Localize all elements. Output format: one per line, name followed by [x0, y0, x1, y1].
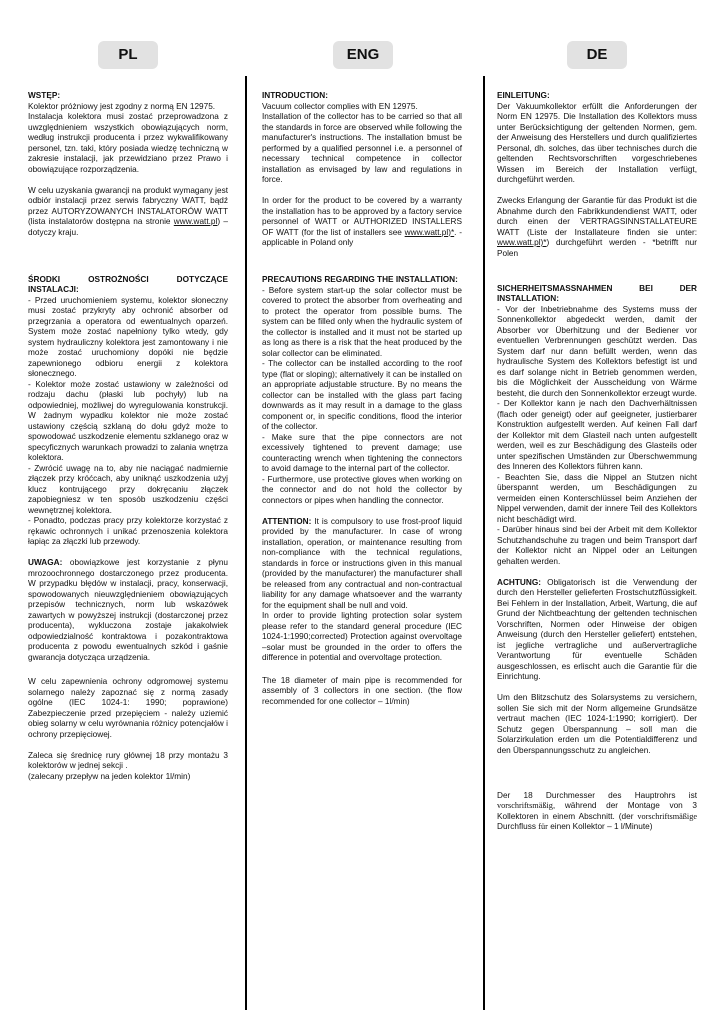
eng-watt-link[interactable]: www.watt.pl)* — [404, 227, 455, 237]
de-safety-heading: SICHERHEITSMASSNAHMEN BEI DER INSTALLATION: — [497, 283, 697, 303]
eng-precautions-text: - Before system start-up the solar collector must be covered to protect the absorber from overheating and to protect the operator from possible burns. The system can be filled only when the hydraulic system of the collector is installed and it must not be started up as long as there is a risk that the heat produced by the solar collector can be eliminated. - The collector can be installed according to the roof type (flat or sloping); alternatively it can be installed on an appropriate adjustable structure. By no means the collector can be installed with the glass part facing downwards as it may result in a damage to the glass component or, in specific conditions, flood the interior of the collector. - Make sure that the pipe connectors are not excessively tightened to prevent damage; use counteracting wrench when tightening the connectors to avoid damage to the internal part of the collector. - Furthermore, use protective gloves when working on the connector and do not hold the collector by connectors or pipes when handling the connector. — [262, 285, 462, 505]
pl-warranty-text: W celu uzyskania gwarancji na produkt wymagany jest odbiór instalacji przez serwis fabryczny WATT, bądź przez AUTORYZOWANYCH INSTALATORÓW WATT (lista instalatorów dostępna na stronie — [28, 185, 228, 226]
eng-warranty-suffix: . - applicable in Poland only — [262, 227, 462, 247]
tab-de: DE — [567, 41, 627, 69]
de-attention-label: ACHTUNG: — [497, 577, 541, 587]
pl-intro-text: Kolektor próżniowy jest zgodny z normą EN 12975. Instalacja kolektora musi zostać przeprowadzona z uwzględnieniem wszystkich obowiązujących norm, według instrukcji producenta i przez wykwalifikowany personel, tzn. taki, który posiada wiedzę techniczną w zakresie instalacji, jak przewidziano przez Prawo i obowiązujące rozporządzenia. — [28, 101, 228, 174]
de-diameter-a: Der 18 Durchmesser des Hauptrohrs ist — [497, 790, 697, 800]
eng-precautions-heading: PRECAUTIONS REGARDING THE INSTALLATION: — [262, 275, 458, 284]
eng-intro-text: Vacuum collector complies with EN 12975. Installation of the collector has to be carried so that all the standards in force are observed while following the manufacturer's instructions. The installation bmust be performed by a qualified personnel i.e. a personnel of necessary technical competence in collector installation as envisaged by law and regulations in force. — [262, 101, 462, 184]
pl-warranty — [28, 186, 228, 239]
eng-intro-heading: INTRODUCTION: — [262, 91, 328, 100]
pl-safety-heading: ŚRODKI OSTROŻNOŚCI DOTYCZĄCE INSTALACJI: — [28, 274, 228, 294]
de-diameter-d: vorschriftsmäßige — [637, 811, 697, 821]
de-intro-heading: EINLEITUNG: — [497, 91, 550, 100]
pl-safety-text: - Przed uruchomieniem systemu, kolektor słoneczny musi zostać przykryty aby ochronić absorber od przegrzania a operatora od ewentualnych oparzeń. System może zostać napełniony tylko wtedy, gdy system hydrauliczny kolektora jest zamontowany i nie może zostać uruchomiony dopóki nie będzie zapewnionego odbioru energii z kolektora słonecznego. - Kolektor może zostać ustawiony w zależności od rodzaju dachu (płaski lub pochyły) lub na odpowiedniej, możliwej do wyregulowania konstrukcji. W żadnym wypadku kolektor nie może zostać ustawiony częścią szklaną do dołu gdyż może to spowodować uszkodzenie elementu szklanego oraz w specyficznych warunkach prowadzi to zalania wnętrza kolektora. - Zwrócić uwagę na to, aby nie naciągać nadmiernie złączek przy króćcach, aby uniknąć uszkodzenia użyj klucz kontrującego przy dokręcaniu złączek zapobiegniesz w ten sposób uszkodzeniu części wewnętrznej kolektora. - Ponadto, podczas pracy przy kolektorze korzystać z rękawic ochronnych i unikać przenoszenia kolektora łapiąc za złączki lub przewody. — [28, 295, 228, 546]
de-diameter-e: Durchfluss — [497, 822, 536, 831]
de-diameter-f: für — [538, 822, 548, 831]
tab-eng: ENG — [333, 41, 393, 69]
pl-lightning-text: W celu zapewnienia ochrony odgromowej systemu solarnego należy zapoznać się z normą zasady ogólne (IEC 1024-1: 1990; poprawione) Zabezpieczenie przed przepięciem - należy uziemić obieg solarny w celu wyrównania różnicy potencjałów i ochrony przepięciowej. — [28, 677, 228, 739]
de-diameter-text — [497, 791, 697, 833]
de-diameter-g: einen Kollektor – 1 l/Minute) — [550, 822, 653, 831]
eng-warranty-text: In order for the product to be covered by a warranty the installation has to be approved by a factory service personnel of WATT or AUTHORIZED INSTALLERS OF WATT (for the list of installers see — [262, 196, 462, 237]
tab-pl: PL — [98, 41, 158, 69]
pl-attention-label: UWAGA: — [28, 558, 63, 567]
pl-intro-heading: WSTĘP: — [28, 91, 61, 100]
column-divider-left — [245, 76, 247, 1010]
pl-attention — [28, 558, 228, 663]
de-warranty — [497, 196, 697, 259]
de-intro-text: Der Vakuumkollektor erfüllt die Anforderungen der Norm EN 12975. Die Installation des Kollektors muss unter Berücksichtigung der geltenden Normen, gem. der Anweisung des Herstellers und durch qualifiziertes Personal, dh. solches, das über technisches durch die geltenden Rechtsvorschriften vorgeschriebenes Wissen im Bereich der Installation verfügt, durchgeführt werden. — [497, 101, 697, 184]
de-attention — [497, 578, 697, 683]
eng-attention — [262, 517, 462, 664]
column-eng — [262, 91, 462, 718]
de-warranty-text: Zwecks Erlangung der Garantie für das Produkt ist die Abnahme durch den Fabrikkundendienst WATT, oder durch einen der VERTRAGSINNSTALLATEURE WATT (Liste der Installateure finden sie unter: — [497, 196, 697, 237]
de-diameter-c: , während der Montage von 3 Kollektoren in einem Abschnitt. (der — [497, 801, 697, 821]
pl-watt-link[interactable]: www.watt.pl — [173, 217, 218, 226]
column-pl — [28, 91, 228, 793]
de-lightning-text: Um den Blitzschutz des Solarsystems zu versichern, sollen Sie sich mit der Norm allgemeine Grundsätze vertraut machen (IEC 1024-1:1990; korrigiert). Der Schutz gegen Überspannung – soll man die Solarzirkulation erden um die Potentialdifferenz und den Überspannungsschutz zu angleichen. — [497, 693, 697, 755]
pl-diameter-text: Zaleca się średnicę rury głównej 18 przy montażu 3 kolektorów w jednej sekcji . (zalecany przepływ na jeden kolektor 1l/min) — [28, 750, 228, 781]
de-watt-link[interactable]: www.watt.pl)* — [497, 238, 547, 247]
eng-diameter-text: The 18 diameter of main pipe is recommended for assembly of 3 collectors in one section. (the flow recommended for one collector – 1l/min) — [262, 675, 462, 706]
de-attention-text: Obligatorisch ist die Verwendung der durch den Hersteller gelieferten Frostschutzflüssigkeit. Bei Fehlern in der Installation, Arbeit, Wartung, die auf Grund der Nichtbeachtung der geltenden technischen Vorschriften, Normen oder Hinweise der obigen Anweisung (durch den Hersteller geliefert) entstehen, ist jegliche vertragliche und außervertragliche Verantwortung für eventuelle Schäden ausgeschlossen, es erlischt auch die Garantie für die Einrichtung. — [497, 577, 697, 681]
de-safety-text: - Vor der Inbetriebnahme des Systems muss der Sonnenkollektor abgedeckt werden, damit der Absorber vor Überhitzung und der Bediener vor eventuellen Verbrennungen geschützt werden. Das System darf nur dann befüllt werden, wenn das hydraulische System des Kollektors befestigt ist und es darf solange nicht in Betrieb genommen werden, bis die Möglichkeit der Ausscheidung von Wärme besteht, die durch den Sonnenkollektor erzeugt wurde. - Der Kollektor kann je nach den Dachverhältnissen (flach oder geneigt) oder auf geeigneter, justierbarer Konstruktion aufgestellt werden. Auf keinen Fall darf der Kollektor mit dem Glasteil nach unten aufgestellt werden, weil es zur Beschädigung des Glasteils oder unter spezifischen Umständen zur Überschwemmung des Inneren des Kollektors führen kann. - Beachten Sie, dass die Nippel an Stutzen nicht überspannt werden, um Beschädigungen zu vermeiden einen Konterschlüssel beim Anziehen der Nippel verwenden, damit der innere Teil des Kollektors nicht beschädigt wird. - Darüber hinaus sind bei der Arbeit mit dem Kollektor Schutzhandschuhe zu tragen und beim Transport darf der Kollektor nicht an Nippel oder an Leitungen gehalten werden. — [497, 304, 697, 566]
eng-attention-label: ATTENTION: — [262, 516, 312, 526]
column-divider-right — [483, 76, 485, 1010]
eng-warranty — [262, 196, 462, 249]
eng-attention-text: It is compulsory to use frost-proof liquid provided by the manufacturer. In case of wrong installation, operation, or maintenance resulting from non-compliance with the technical regulations, standards in force or instructions given in this manual (provided by the manufacturer) the manufacturer shall be released from any contractual and non-contractual liability for any damage whatsoever and the warranty for the equipment shall be null and void. In order to provide lighting protection solar system please refer to the standard general procedure (IEC 1024-1:1990;corrected) Protection against overvoltage –solar must be grounded in the order to offers the difference in potential and overvoltage protection. — [262, 516, 462, 662]
column-de — [497, 91, 697, 843]
pl-warranty-suffix: ) – dotyczy kraju. — [28, 217, 228, 237]
pl-attention-text: obowiązkowe jest korzystanie z płynu mrozoochronnego dostarczonego przez producenta. W przypadku błędów w instalacji, pracy, konserwacji, spowodowanych nieuwzględnieniem obowiązujących przepisów technicznych, norm lub wskazówek zawartych w powyższej instrukcji (dostarczonej przez producenta), wykluczona zostaje jakakolwiek odpowiedzialność kontraktowa i pozakontraktowa producenta z powodu ewentualnych szkód i gaśnie gwarancja dotycząca urządzenia. — [28, 558, 228, 662]
de-warranty-suffix: ) durchgeführt werden - *betrifft nur Polen — [497, 238, 697, 258]
de-diameter-b: vorschriftsmäßig — [497, 801, 553, 810]
